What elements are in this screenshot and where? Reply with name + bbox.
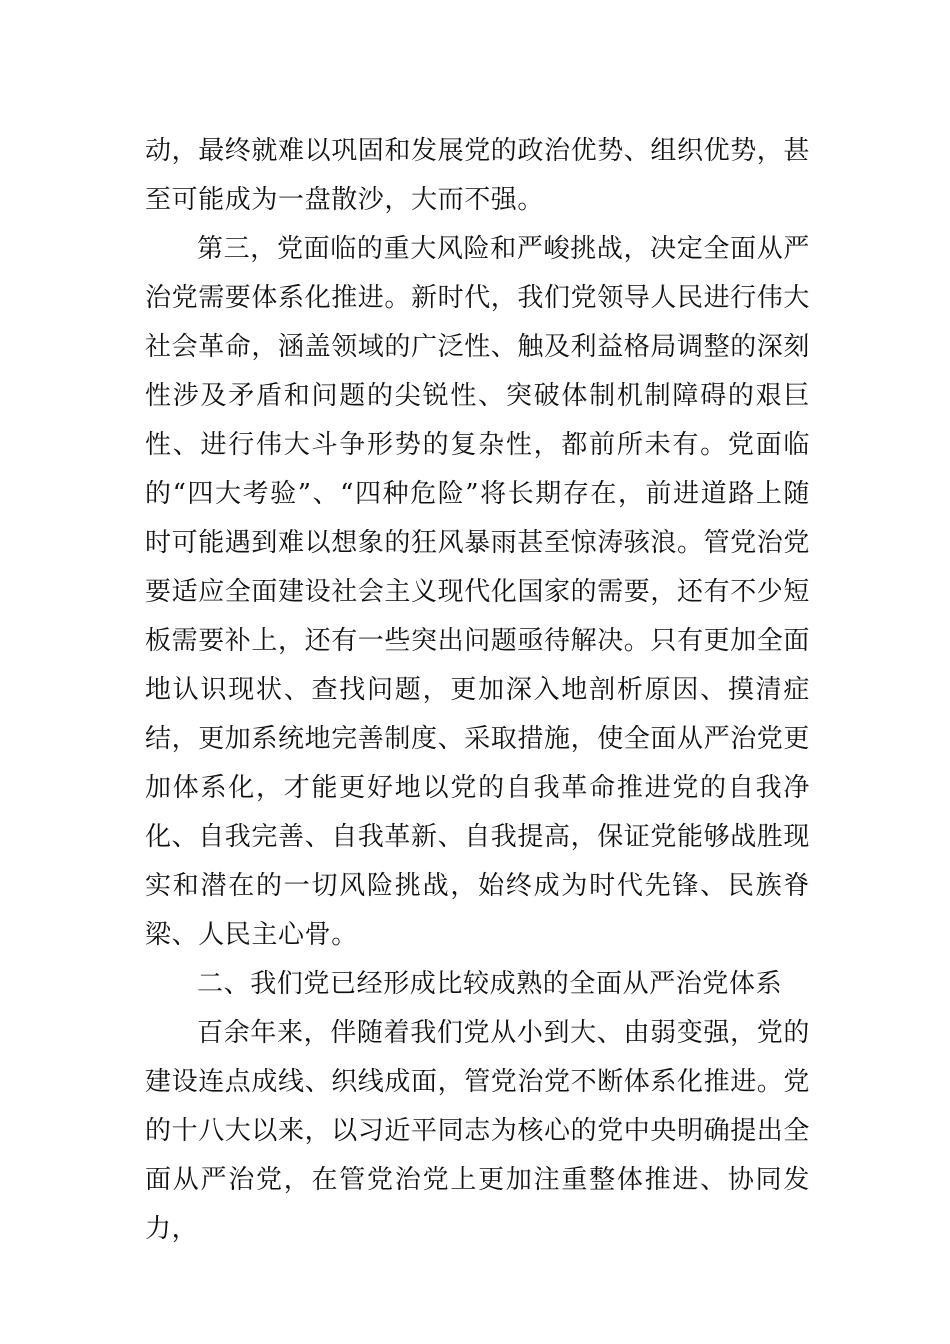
section-heading: 二、我们党已经形成比较成熟的全面从严治党体系: [197, 969, 783, 999]
document-body: [145, 127, 810, 1254]
paragraph-third-point: 第三，党面临的重大风险和严峻挑战，决定全面从严治党需要体系化推进。新时代，我们党领导人民进行伟大社会革命，涵盖领域的广泛性、触及利益格局调整的深刻性涉及矛盾和问题的尖锐性、突破体制机制障碍的艰巨性、进行伟大斗争形势的复杂性，都前所未有。党面临的“四大考验”、“四种危险”将长期存在，前进道路上随时可能遇到难以想象的狂风暴雨甚至惊涛骇浪。管党治党要适应全面建设社会主义现代化国家的需要，还有不少短板需要补上，还有一些突出问题亟待解决。只有更加全面地认识现状、查找问题，更加深入地剖析原因、摸清症结，更加系统地完善制度、采取措施，使全面从严治党更加体系化，才能更好地以党的自我革命推进党的自我净化、自我完善、自我革新、自我提高，保证党能够战胜现实和潜在的一切风险挑战，始终成为时代先锋、民族脊梁、人民主心骨。: [145, 234, 811, 950]
paragraph-history: 百余年来，伴随着我们党从小到大、由弱变强，党的建设连点成线、织线成面，管党治党不断体系化推进。党的十八大以来，以习近平同志为核心的党中央明确提出全面从严治党，在管党治党上更加注重整体推进、协同发力，: [145, 1018, 811, 1244]
paragraph-continuation: 动，最终就难以巩固和发展党的政治优势、组织优势，甚至可能成为一盘散沙，大而不强。: [145, 136, 811, 215]
